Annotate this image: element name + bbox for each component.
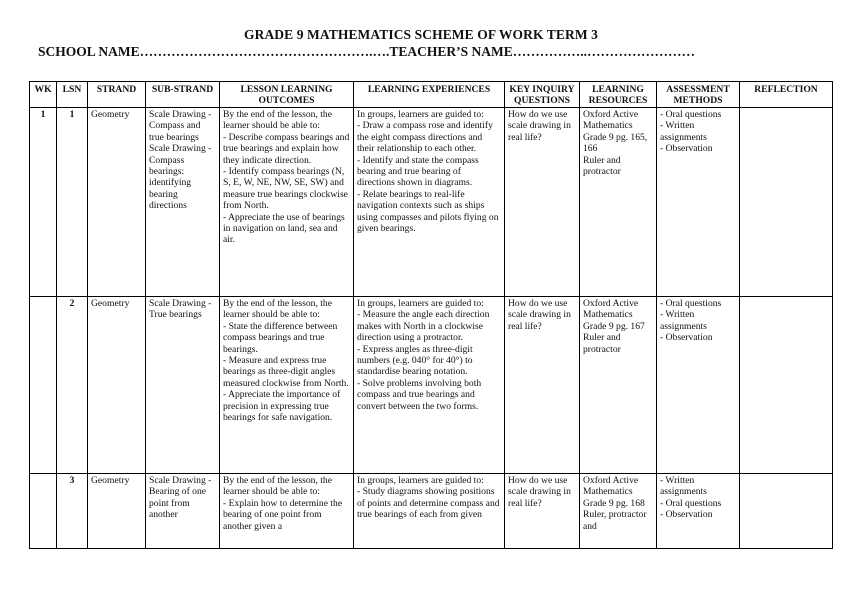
lesson-cell: 1 xyxy=(57,108,88,297)
week-cell: 1 xyxy=(30,108,57,297)
resources-cell xyxy=(580,108,657,297)
key-question-cell: How do we use scale drawing in real life? xyxy=(505,297,580,474)
column-header-lsn: LSN xyxy=(57,82,88,108)
assessment-cell xyxy=(657,108,740,297)
reflection-cell xyxy=(740,474,833,549)
sub-strand-cell xyxy=(146,108,220,297)
strand-cell: Geometry xyxy=(88,297,146,474)
resource-text: Ruler and protractor xyxy=(583,154,621,178)
experience-text: - Identify and state the compass bearing and true bearing of directions shown in diagrams. xyxy=(357,154,479,189)
experience-text: - Draw a compass rose and identify the eight compass directions and their relationship to each other. xyxy=(357,120,493,155)
strand-cell: Geometry xyxy=(88,474,146,549)
table-row xyxy=(30,108,833,297)
assessment-text: - Oral questions xyxy=(660,298,722,309)
resource-text: Oxford Active Mathematics Grade 9 pg. 168 xyxy=(583,475,645,509)
experience-text: - Solve problems involving both compass and true bearings and convert between the two forms. xyxy=(357,377,482,412)
assessment-text: - Oral questions xyxy=(660,497,722,509)
assessment-text: - Written assignments xyxy=(660,475,707,498)
outcome-text: By the end of the lesson, the learner should be able to: xyxy=(223,475,332,498)
sub-strand-text: Scale Drawing - Compass bearings: identifying bearing directions xyxy=(149,143,212,212)
experience-text: - Relate bearings to real-life navigation contexts such as ships using compasses and pilots flying on given bearings. xyxy=(357,188,499,235)
reflection-cell xyxy=(740,297,833,474)
experience-text: - Measure the angle each direction makes with North in a clockwise direction using a protractor. xyxy=(357,309,490,344)
experience-text: - Express angles as three-digit numbers (e.g. 040° for 40°) to standardise bearing notation. xyxy=(357,343,473,378)
assessment-text: - Written assignments xyxy=(660,120,707,143)
key-question-cell: How do we use scale drawing in real life? xyxy=(505,108,580,297)
experiences-cell xyxy=(354,474,505,549)
experience-text: In groups, learners are guided to: xyxy=(357,475,484,486)
outcome-text: - Explain how to determine the bearing of one point from another given a xyxy=(223,497,343,532)
outcome-text: By the end of the lesson, the learner should be able to: xyxy=(223,298,332,321)
outcome-text: - State the difference between compass bearings and true bearings. xyxy=(223,320,338,355)
experience-text: In groups, learners are guided to: xyxy=(357,109,484,120)
week-cell xyxy=(30,474,57,549)
reflection-cell xyxy=(740,108,833,297)
resource-text: Oxford Active Mathematics Grade 9 pg. 167 xyxy=(583,298,645,332)
scheme-of-work-table xyxy=(29,81,833,549)
assessment-text: - Observation xyxy=(660,143,713,155)
column-header-key-questions: KEY INQUIRY QUESTIONS xyxy=(505,82,580,108)
resource-text: Ruler and protractor xyxy=(583,332,621,355)
outcomes-cell xyxy=(220,474,354,549)
page-title: GRADE 9 MATHEMATICS SCHEME OF WORK TERM 3 xyxy=(244,27,598,42)
assessment-text: - Oral questions xyxy=(660,109,722,120)
experiences-cell xyxy=(354,297,505,474)
strand-cell: Geometry xyxy=(88,108,146,297)
school-teacher-line: SCHOOL NAME…………………………………………….….TEACHER’S NAME……………..…………………… xyxy=(38,44,696,59)
resource-text: Oxford Active Mathematics Grade 9 pg. 165, 166 xyxy=(583,109,648,155)
column-header-resources: LEARNING RESOURCES xyxy=(580,82,657,108)
assessment-text: - Observation xyxy=(660,332,713,344)
column-header-outcomes: LESSON LEARNING OUTCOMES xyxy=(220,82,354,108)
resource-text: Ruler, protractor and xyxy=(583,509,647,532)
lesson-cell: 2 xyxy=(57,297,88,474)
column-header-sub-strand: SUB-STRAND xyxy=(146,82,220,108)
resources-cell xyxy=(580,297,657,474)
outcome-text: - Appreciate the use of bearings in navigation on land, sea and air. xyxy=(223,211,345,246)
outcome-text: - Appreciate the importance of precision in expressing true bearings for safe navigation. xyxy=(223,389,341,424)
week-cell xyxy=(30,297,57,474)
assessment-text: - Written assignments xyxy=(660,309,707,332)
column-header-strand: STRAND xyxy=(88,82,146,108)
experience-text: - Study diagrams showing positions of points and determine compass and true bearings of each from given xyxy=(357,486,500,521)
outcome-text: - Describe compass bearings and true bearings and explain how they indicate direction. xyxy=(223,131,350,166)
assessment-cell xyxy=(657,297,740,474)
outcomes-cell xyxy=(220,108,354,297)
experience-text: In groups, learners are guided to: xyxy=(357,298,484,309)
column-header-assessment: ASSESSMENT METHODS xyxy=(657,82,740,108)
outcome-text: By the end of the lesson, the learner should be able to: xyxy=(223,109,332,132)
column-header-wk: WK xyxy=(30,82,57,108)
assessment-text: - Observation xyxy=(660,509,713,521)
sub-strand-cell xyxy=(146,474,220,549)
outcome-text: - Identify compass bearings (N, S, E, W, NE, NW, SE, SW) and measure true bearings clockwise from North. xyxy=(223,166,348,212)
column-header-reflection: REFLECTION xyxy=(740,82,833,108)
table-row xyxy=(30,297,833,474)
sub-strand-text: Scale Drawing - Bearing of one point from another xyxy=(149,475,212,521)
table-row xyxy=(30,474,833,549)
sub-strand-text: Scale Drawing - Compass and true bearings xyxy=(149,109,212,143)
assessment-cell xyxy=(657,474,740,549)
column-header-experiences: LEARNING EXPERIENCES xyxy=(354,82,505,108)
outcomes-cell xyxy=(220,297,354,474)
sub-strand-cell xyxy=(146,297,220,474)
resources-cell xyxy=(580,474,657,549)
outcome-text: - Measure and express true bearings as three-digit angles measured clockwise from North. xyxy=(223,355,349,389)
table-header-row xyxy=(30,82,833,108)
lesson-cell: 3 xyxy=(57,474,88,549)
sub-strand-text: Scale Drawing - True bearings xyxy=(149,298,212,321)
key-question-cell: How do we use scale drawing in real life? xyxy=(505,474,580,549)
experiences-cell xyxy=(354,108,505,297)
